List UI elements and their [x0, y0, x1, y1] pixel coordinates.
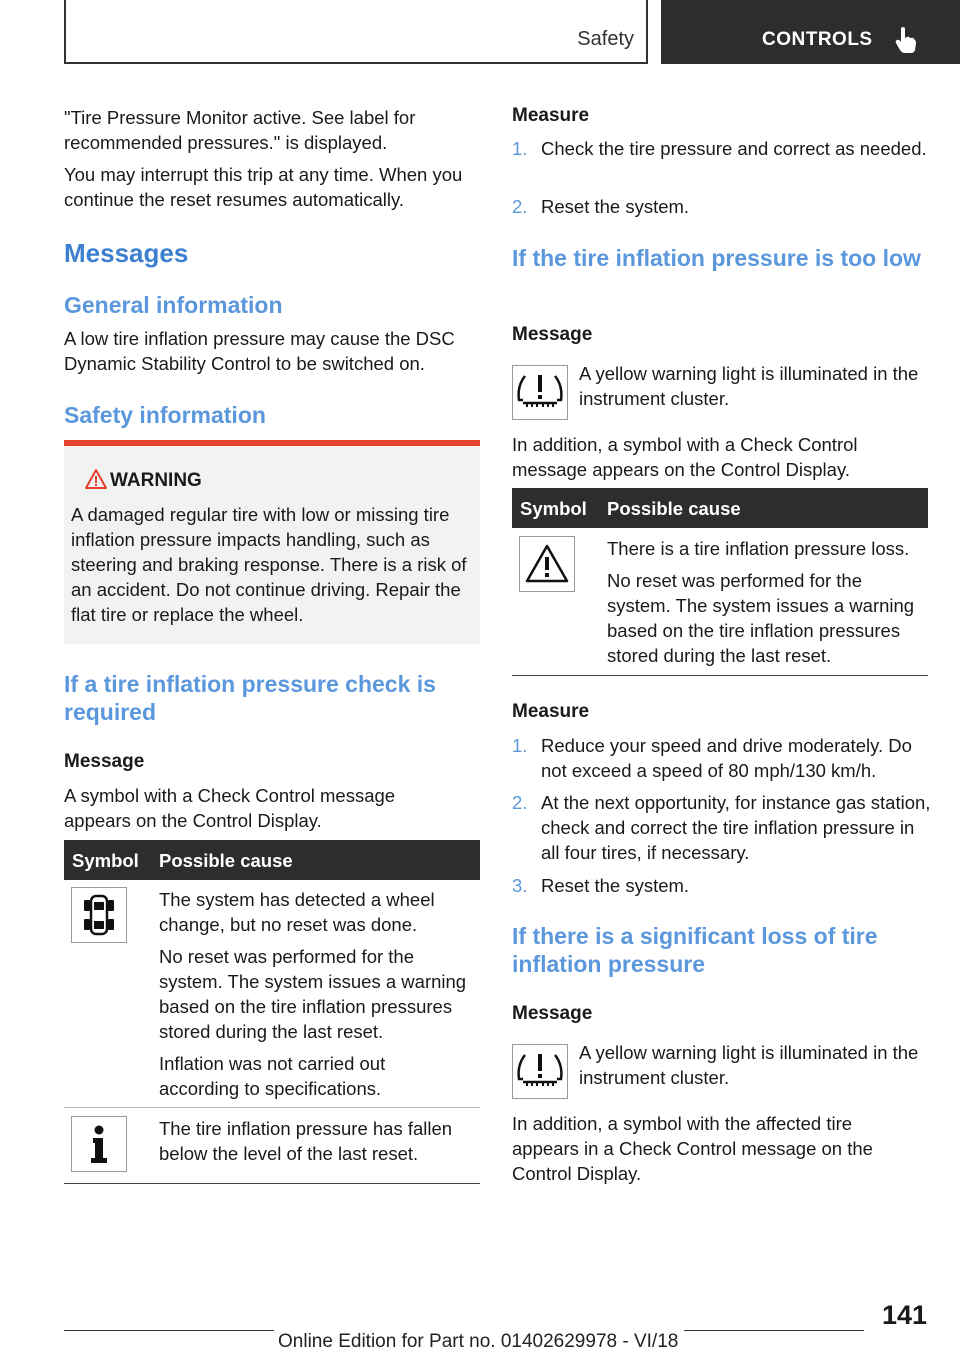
header-chapter-title: CONTROLS	[762, 29, 873, 50]
footer-edition: Online Edition for Part no. 01402629978 - VI/18	[278, 1331, 679, 1352]
message-label-right-1: Message	[512, 324, 593, 345]
info-icon	[71, 1116, 127, 1172]
intro-paragraph-1: "Tire Pressure Monitor active. See label for recommended pressures." is displayed.	[64, 107, 416, 153]
footer-rule-left	[64, 1330, 274, 1331]
general-information-text: A low tire inflation pressure may cause the DSC Dynamic Stability Control to be switched on.	[64, 328, 455, 374]
measure2-step-3-number: 3.	[512, 875, 528, 896]
measure2-step-3-text: Reset the system.	[541, 875, 690, 896]
measure2-step-2-text: At the next opportunity, for instance gas station, check and correct the tire inflation pressure in all four tires, if necessary.	[541, 792, 931, 863]
yellow-warning-text-2: A yellow warning light is illuminated in the instrument cluster.	[579, 1042, 919, 1088]
pointing-hand-icon	[895, 26, 917, 54]
header-chapter-tab	[661, 0, 960, 64]
right-row1-cause-1: There is a tire inflation pressure loss.	[607, 538, 910, 559]
addition-text-1: In addition, a symbol with a Check Control message appears on the Control Display.	[512, 434, 858, 480]
significant-loss-heading: If there is a significant loss of tire inflation pressure	[512, 923, 878, 977]
too-low-heading: If the tire inflation pressure is too low	[512, 245, 921, 271]
message-label-left: Message	[64, 751, 145, 772]
measure2-step-1-number: 1.	[512, 735, 528, 756]
message-label-right-2: Message	[512, 1003, 593, 1024]
intro-paragraph-2: You may interrupt this trip at any time. When you continue the reset resumes automatically.	[64, 164, 463, 210]
warning-box	[64, 440, 480, 644]
page-number: 141	[882, 1300, 928, 1330]
left-row1-cause-3: Inflation was not carried out according to specifications.	[159, 1053, 386, 1099]
left-table-bottom-rule	[64, 1183, 480, 1184]
tire-pressure-warning-icon	[512, 1044, 568, 1099]
measure-label-1: Measure	[512, 105, 590, 126]
left-row2-cause-1: The tire inflation pressure has fallen below the level of the last reset.	[159, 1118, 453, 1164]
measure2-step-2-number: 2.	[512, 792, 528, 813]
right-row1-cause-2: No reset was performed for the system. The system issues a warning based on the tire inflation pressures stored during the last reset.	[607, 570, 915, 666]
right-table-col-symbol: Symbol	[520, 498, 587, 519]
warning-title: WARNING	[110, 470, 202, 491]
left-row1-cause-2: No reset was performed for the system. The system issues a warning based on the tire inflation pressures stored during the last reset.	[159, 946, 467, 1042]
safety-information-heading: Safety information	[64, 402, 266, 428]
check-required-heading: If a tire inflation pressure check is required	[64, 671, 436, 725]
header-section-box	[64, 0, 648, 64]
left-table-row-divider	[64, 1107, 480, 1108]
measure1-step-1-number: 1.	[512, 138, 528, 159]
footer-rule-right	[684, 1330, 864, 1331]
yellow-warning-text-1: A yellow warning light is illuminated in the instrument cluster.	[579, 363, 919, 409]
general-information-heading: General information	[64, 292, 283, 318]
warning-text: A damaged regular tire with low or missing tire inflation pressure impacts handling, such as steering and braking response. There is a risk of an accident. Do not continue driving. Repair the flat tire or replace the wheel.	[71, 504, 467, 625]
left-table-header	[64, 840, 480, 880]
left-table-col-cause: Possible cause	[159, 850, 293, 871]
messages-heading: Messages	[64, 238, 189, 268]
right-table-header	[512, 488, 928, 528]
measure1-step-1-text: Check the tire pressure and correct as needed.	[541, 138, 927, 159]
message-text-left: A symbol with a Check Control message appears on the Control Display.	[64, 785, 396, 831]
measure2-step-1-text: Reduce your speed and drive moderately. Do not exceed a speed of 80 mph/130 km/h.	[541, 735, 912, 781]
right-table-col-cause: Possible cause	[607, 498, 741, 519]
header-section-title: Safety	[577, 28, 634, 50]
left-table-col-symbol: Symbol	[72, 850, 139, 871]
addition-text-2: In addition, a symbol with the affected tire appears in a Check Control message on the Control Display.	[512, 1113, 873, 1184]
measure1-step-2-text: Reset the system.	[541, 196, 690, 217]
car-tires-icon	[71, 887, 127, 943]
warning-triangle-icon	[519, 536, 575, 592]
tire-pressure-warning-icon	[512, 365, 568, 420]
measure1-step-2-number: 2.	[512, 196, 528, 217]
measure-label-2: Measure	[512, 701, 590, 722]
left-row1-cause-1: The system has detected a wheel change, but no reset was done.	[159, 889, 435, 935]
right-table-bottom-rule	[512, 675, 928, 676]
warning-triangle-icon	[84, 468, 108, 490]
